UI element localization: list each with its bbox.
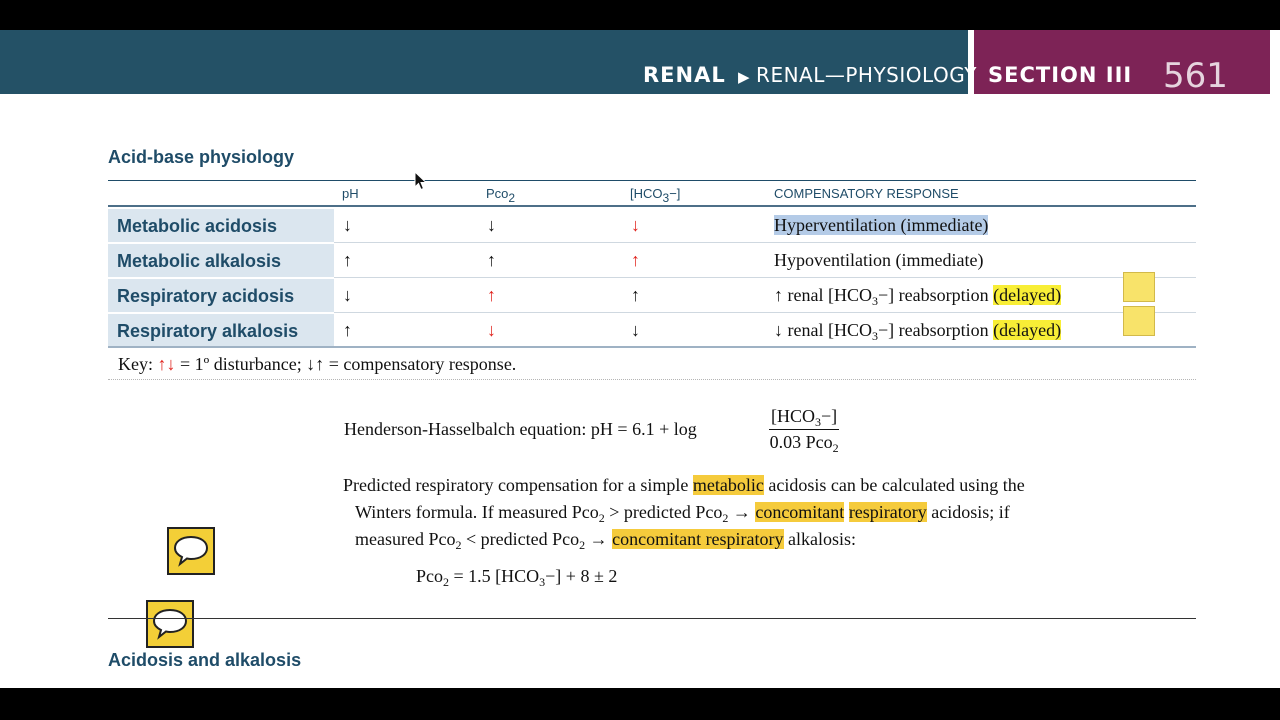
hco3-tail: −] <box>669 186 681 201</box>
table-row <box>108 244 1196 279</box>
column-header-pco2 <box>486 186 516 205</box>
pco2-sub: 2 <box>508 191 516 205</box>
para-line <box>343 472 1173 499</box>
sticky-note-icon[interactable] <box>1123 272 1155 302</box>
resp-mid: −] reabsorption <box>877 320 994 340</box>
winters-a: Pco <box>416 566 443 586</box>
hco3-text: [HCO <box>630 186 663 201</box>
scrollbar-track[interactable] <box>1270 30 1280 688</box>
hh-denominator <box>769 430 839 453</box>
para-sub: 2 <box>722 511 729 525</box>
table-header-rule <box>108 205 1196 207</box>
section-divider <box>108 618 1196 619</box>
resp-mid: −] reabsorption <box>877 285 994 305</box>
para-text: > predicted Pco <box>604 502 723 522</box>
table-top-rule <box>108 180 1196 181</box>
hh-numerator <box>769 406 839 430</box>
breadcrumb-text: RENAL—PHYSIOLOGY <box>756 63 977 87</box>
header-breadcrumb <box>738 63 977 87</box>
hh-label: Henderson-Hasselbalch equation: pH = 6.1 + log <box>344 419 697 439</box>
row-separator <box>334 312 1196 313</box>
highlight-respiratory[interactable]: respiratory <box>848 502 927 522</box>
row-response <box>774 320 1061 341</box>
row-response[interactable] <box>774 215 988 236</box>
row-pco2: ↑ <box>487 250 496 270</box>
dotted-rule <box>108 379 1196 380</box>
hh-num-b: −] <box>821 406 838 426</box>
sticky-note-icon[interactable] <box>1123 306 1155 336</box>
winters-sub2: 3 <box>539 575 546 589</box>
para-text: alkalosis: <box>783 529 857 549</box>
row-response <box>774 285 1061 306</box>
para-line <box>343 499 1173 526</box>
hh-den-sub: 2 <box>832 441 839 455</box>
row-response: Hypoventilation (immediate) <box>774 250 984 270</box>
para-text: acidosis; if <box>926 502 1010 522</box>
resp-pre: ↓ renal [HCO <box>774 320 872 340</box>
key-comp-arrows: ↓↑ <box>306 354 325 374</box>
next-section-title: Acidosis and alkalosis <box>108 650 302 670</box>
table-row <box>108 314 1196 349</box>
row-hco3: ↑ <box>631 285 640 305</box>
row-pco2: ↑ <box>487 285 496 305</box>
row-pco2: ↓ <box>487 320 496 340</box>
para-text: Predicted respiratory compensation for a simple <box>343 475 693 495</box>
hco3-sub: 3 <box>662 191 670 205</box>
row-label: Respiratory alkalosis <box>117 321 299 341</box>
highlight-metabolic[interactable]: metabolic <box>692 475 764 495</box>
comment-icon[interactable] <box>146 600 194 648</box>
winters-formula <box>416 566 617 587</box>
winters-c: −] + 8 ± 2 <box>545 566 618 586</box>
row-separator <box>334 242 1196 243</box>
section-title: Acid-base physiology <box>108 147 295 167</box>
table-row <box>108 279 1196 314</box>
highlight-concomitant-respiratory[interactable]: concomitant respiratory <box>612 529 784 549</box>
para-sub: 2 <box>455 538 462 552</box>
para-text: measured Pco <box>355 529 456 549</box>
row-label: Metabolic acidosis <box>117 216 278 236</box>
key-mid: = 1º disturbance; <box>175 354 307 374</box>
row-ph: ↓ <box>343 215 352 235</box>
key-primary-arrows: ↑↓ <box>157 354 176 374</box>
para-text: → <box>585 529 613 549</box>
key-prefix: Key: <box>118 354 158 374</box>
resp-sub: 3 <box>871 329 878 343</box>
row-ph: ↓ <box>343 285 352 305</box>
resp-sub: 3 <box>871 294 878 308</box>
mouse-cursor-icon <box>414 171 428 191</box>
row-label: Metabolic alkalosis <box>117 251 282 271</box>
triangle-right-icon: ▶ <box>738 68 751 86</box>
row-label: Respiratory acidosis <box>117 286 295 306</box>
para-sub: 2 <box>598 511 605 525</box>
para-text: < predicted Pco <box>461 529 580 549</box>
row-separator <box>334 277 1196 278</box>
row-ph: ↑ <box>343 320 352 340</box>
pco2-text: Pco <box>486 186 509 201</box>
para-text: acidosis can be calculated using the <box>763 475 1025 495</box>
para-text: → <box>728 502 756 522</box>
selected-text[interactable]: Hyperventilation (immediate) <box>774 215 989 235</box>
table-bottom-rule <box>108 346 1196 348</box>
winters-paragraph <box>343 472 1173 553</box>
table-key <box>118 354 516 375</box>
hh-num-sub: 3 <box>815 415 821 429</box>
para-sub: 2 <box>579 538 586 552</box>
hh-num-a: [HCO <box>771 406 815 426</box>
header-chapter: RENAL <box>643 63 726 87</box>
speech-bubble-icon <box>152 608 188 640</box>
row-hco3: ↑ <box>631 250 640 270</box>
table-row <box>108 209 1196 244</box>
row-hco3: ↓ <box>631 320 640 340</box>
row-ph: ↑ <box>343 250 352 270</box>
row-hco3: ↓ <box>631 215 640 235</box>
winters-b: = 1.5 [HCO <box>449 566 540 586</box>
column-header-ph: pH <box>342 186 359 201</box>
hh-den-a: 0.03 Pco <box>769 432 833 452</box>
highlight-delayed[interactable]: (delayed) <box>993 285 1062 305</box>
resp-pre: ↑ renal [HCO <box>774 285 872 305</box>
hh-fraction <box>769 406 839 453</box>
highlight-delayed[interactable]: (delayed) <box>993 320 1062 340</box>
column-header-hco3 <box>630 186 681 205</box>
winters-sub1: 2 <box>443 575 449 589</box>
key-suffix: = compensatory response. <box>324 354 517 374</box>
para-line <box>343 526 1173 553</box>
header-section: SECTION III <box>988 63 1133 87</box>
highlight-concomitant[interactable]: concomitant <box>755 502 845 522</box>
row-pco2: ↓ <box>487 215 496 235</box>
para-text: Winters formula. If measured Pco <box>355 502 599 522</box>
page-number: 561 <box>1163 56 1228 96</box>
speech-bubble-icon <box>173 535 209 567</box>
column-header-response: COMPENSATORY RESPONSE <box>774 186 959 201</box>
comment-icon[interactable] <box>167 527 215 575</box>
